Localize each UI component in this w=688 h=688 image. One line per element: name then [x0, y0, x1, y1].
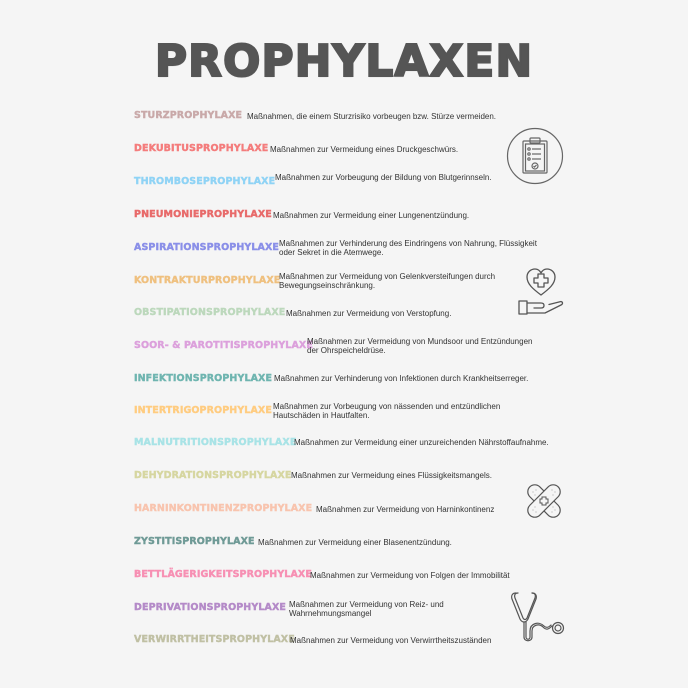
term-description: Maßnahmen, die einem Sturzrisiko vorbeugen bzw. Stürze vermeiden. [247, 112, 497, 121]
term-description: Maßnahmen zur Vermeidung von Verstopfung. [286, 309, 452, 318]
list-item [134, 176, 275, 187]
term-description: Maßnahmen zur Vermeidung von Gelenkversteifungen durch Bewegungseinschränkung. [279, 272, 496, 290]
term-label: HARNINKONTINENZPROPHYLAXE [134, 503, 313, 514]
term-description: Maßnahmen zur Vorbeugung der Bildung von Blutgerinnseln. [275, 173, 492, 182]
term-label: DEHYDRATIONSPROPHYLAXE [134, 470, 292, 481]
term-description: Maßnahmen zur Vermeidung von Reiz- und Wahrnehmungsmangel [289, 600, 444, 618]
list-item [134, 242, 279, 253]
term-description: Maßnahmen zur Vermeidung eines Druckgeschwürs. [270, 145, 459, 154]
term-label: KONTRAKTURPROPHYLAXE [134, 275, 281, 286]
list-item [134, 110, 242, 121]
term-description: Maßnahmen zur Vermeidung von Harninkontinenz [316, 505, 495, 514]
term-label: INFEKTIONSPROPHYLAXE [134, 373, 273, 384]
term-label: THROMBOSEPROPHYLAXE [134, 176, 276, 187]
list-item [134, 536, 255, 547]
list-item [134, 143, 268, 154]
term-description: Maßnahmen zur Vermeidung einer unzureichenden Nährstoffaufnahme. [294, 438, 549, 447]
term-description: Maßnahmen zur Vermeidung eines Flüssigkeitsmangels. [291, 471, 492, 480]
term-label: ASPIRATIONSPROPHYLAXE [134, 242, 279, 253]
term-label: SOOR- & PAROTITISPROPHYLAXE [134, 340, 313, 351]
term-description: Maßnahmen zur Vermeidung von Folgen der Immobilität [310, 571, 510, 580]
list-item [134, 634, 295, 645]
term-description: Maßnahmen zur Vorbeugung von nässenden und entzündlichen Hautschäden in Hautfalten. [273, 402, 501, 420]
term-label: BETTLÄGERIGKEITSPROPHYLAXE [134, 569, 312, 580]
term-label: INTERTRIGOPROPHYLAXE [134, 405, 272, 416]
list-item [134, 470, 291, 481]
list-item [134, 569, 312, 580]
list-item [134, 275, 280, 286]
term-label: PNEUMONIEPROPHYLAXE [134, 209, 272, 220]
list-item [134, 340, 313, 351]
term-label: STURZPROPHYLAXE [134, 110, 243, 121]
term-description: Maßnahmen zur Vermeidung von Verwirrtheitszuständen [290, 636, 492, 645]
list-item [134, 307, 285, 318]
page-title: PROPHYLAXEN [154, 36, 534, 87]
term-label: DEPRIVATIONSPROPHYLAXE [134, 602, 286, 613]
term-label: VERWIRRTHEITSPROPHYLAXE [134, 634, 295, 645]
heart-hand-icon [515, 267, 567, 317]
term-label: MALNUTRITIONSPROPHYLAXE [134, 437, 297, 448]
bandage-icon [521, 480, 567, 522]
term-label: ZYSTITISPROPHYLAXE [134, 536, 255, 547]
clipboard-checklist-icon [506, 127, 564, 185]
term-description: Maßnahmen zur Verhinderung von Infektionen durch Krankheitserreger. [274, 374, 529, 383]
list-item [134, 373, 272, 384]
list-item [134, 437, 296, 448]
term-description: Maßnahmen zur Vermeidung einer Lungenentzündung. [273, 211, 470, 220]
term-description: Maßnahmen zur Verhinderung des Eindringens von Nahrung, Flüssigkeit oder Sekret in die Atemwege. [279, 239, 537, 257]
list-item [134, 503, 312, 514]
list-item [134, 602, 286, 613]
term-label: DEKUBITUSPROPHYLAXE [134, 143, 269, 154]
term-label: OBSTIPATIONSPROPHYLAXE [134, 307, 286, 318]
list-item [134, 209, 272, 220]
stethoscope-icon [510, 589, 570, 647]
list-item [134, 405, 272, 416]
term-description: Maßnahmen zur Vermeidung von Mundsoor und Entzündungen der Ohrspeicheldrüse. [307, 337, 533, 355]
term-description: Maßnahmen zur Vermeidung einer Blasenentzündung. [258, 538, 452, 547]
